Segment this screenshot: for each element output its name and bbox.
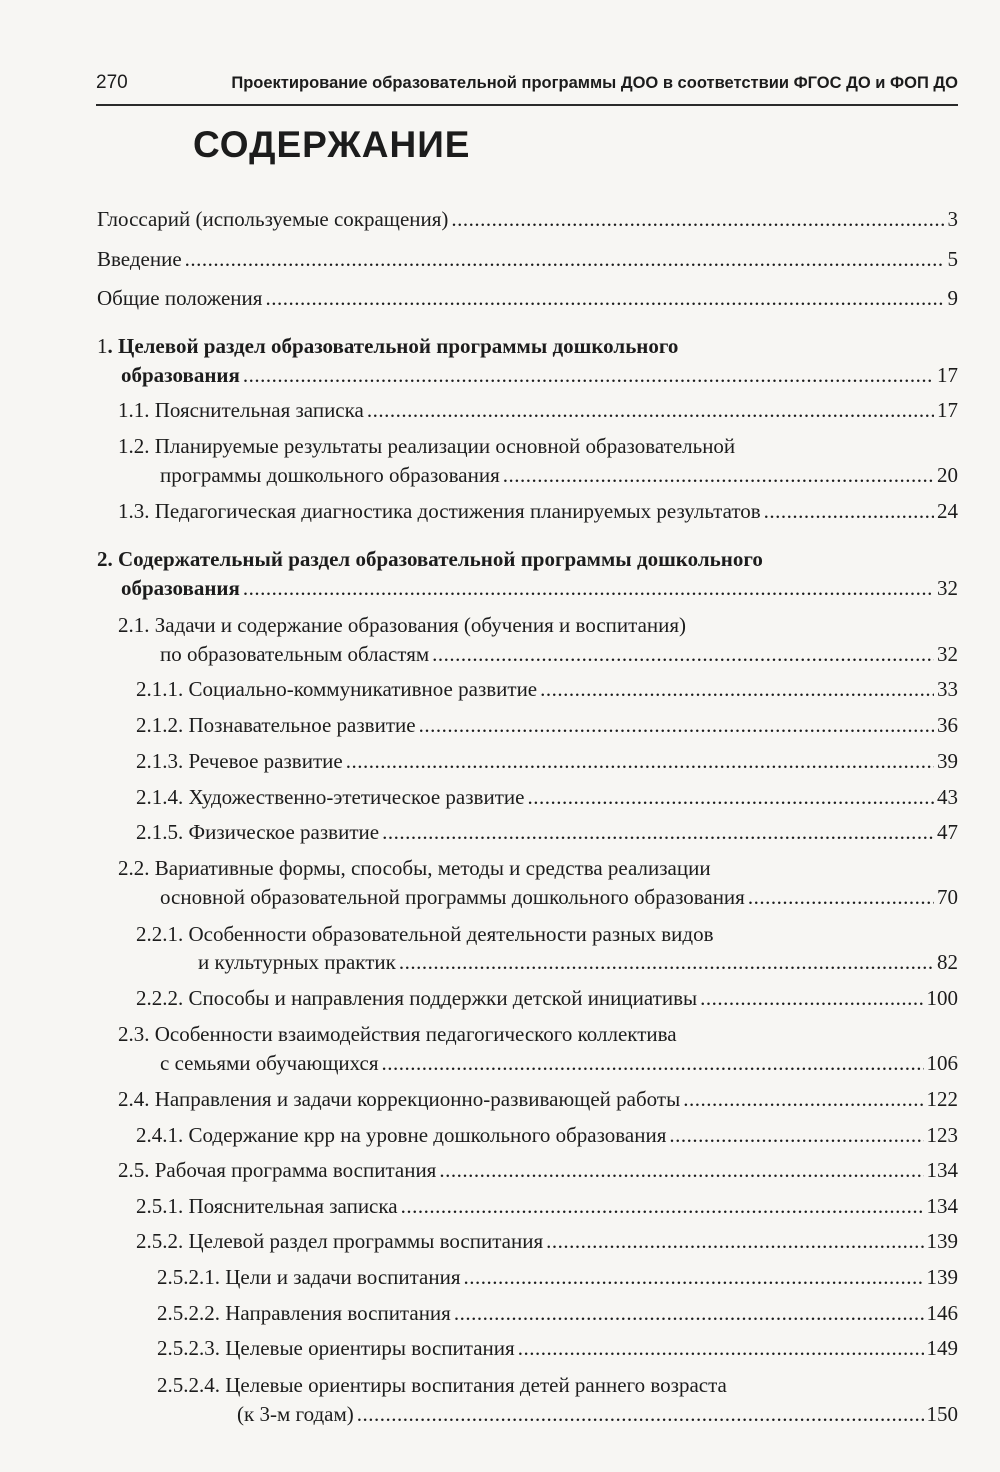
toc-entry-2-5 [118, 1156, 958, 1184]
toc-page-number: 17 [937, 398, 958, 422]
toc-entry-2-5-2-3 [157, 1334, 958, 1362]
toc-entry-2-5-1 [136, 1192, 958, 1220]
toc-entry-2-1-line1 [118, 611, 686, 639]
toc-entry-text: Целевые ориентиры воспитания детей раннего возраста [225, 1373, 727, 1397]
dot-leader [464, 1263, 924, 1291]
toc-entry-2-4-1 [136, 1121, 958, 1149]
toc-entry-1-2-line1 [118, 432, 735, 460]
dot-leader [546, 1227, 923, 1255]
toc-entry-text: (к 3-м годам) [237, 1402, 354, 1426]
toc-entry-number: 2.1.5. [136, 820, 184, 844]
toc-entry-2-2-2 [136, 984, 958, 1012]
toc-entry-text: образования [121, 576, 240, 600]
dot-leader [243, 574, 934, 602]
toc-section-2-line1 [97, 545, 763, 573]
toc-entry-text: Общие положения [97, 286, 263, 310]
toc-entry-number: 2.2.2. [136, 986, 184, 1010]
toc-entry-text: Художественно-этетическое развитие [188, 785, 525, 809]
toc-entry-general [97, 284, 958, 312]
toc-page-number: 36 [937, 713, 958, 737]
toc-entry-text: Особенности образовательной деятельности разных видов [188, 922, 714, 946]
toc-entry-text: Содержательный раздел образовательной программы дошкольного [118, 547, 763, 571]
toc-entry-text: по образовательным областям [160, 642, 430, 666]
toc-entry-2-5-2-2 [157, 1299, 958, 1327]
dot-leader [265, 284, 944, 312]
toc-page-number: 32 [937, 642, 958, 666]
running-title: Проектирование образовательной программы ДОО в соответствии ФГОС ДО и ФОП ДО [231, 74, 958, 92]
toc-entry-number: 2.5.1. [136, 1194, 184, 1218]
dot-leader [346, 747, 934, 775]
toc-entry-text: Содержание крр на уровне дошкольного образования [188, 1123, 667, 1147]
toc-page-number: 33 [937, 677, 958, 701]
toc-entry-number: 2.1.4. [136, 785, 184, 809]
dot-leader [399, 948, 934, 976]
toc-entry-number: 2.1.1. [136, 677, 184, 701]
toc-page-number: 146 [926, 1301, 958, 1325]
toc-entry-2-5-2 [136, 1227, 958, 1255]
toc-page-number: 82 [937, 950, 958, 974]
toc-page-number: 3 [947, 207, 958, 231]
toc-entry-2-2-1-line1 [136, 920, 714, 948]
toc-page-number: 5 [947, 247, 958, 271]
toc-entry-number: 1 [97, 334, 108, 358]
toc-entry-number: 2.1.2. [136, 713, 184, 737]
toc-entry-text: Целевой раздел образовательной программы дошкольного [118, 334, 679, 358]
toc-entry-1-3 [118, 497, 958, 525]
toc-page-number: 139 [926, 1265, 958, 1289]
toc-page-number: 70 [937, 885, 958, 909]
dot-leader [527, 783, 934, 811]
toc-entry-text: Планируемые результаты реализации основной образовательной [154, 434, 736, 458]
toc-page-number: 149 [926, 1336, 958, 1360]
dot-leader [451, 205, 944, 233]
toc-entry-text: Направления и задачи коррекционно-развивающей работы [154, 1087, 681, 1111]
toc-entry-2-5-2-4-line2 [237, 1400, 958, 1428]
toc-entry-number: 2.5.2.3. [157, 1336, 220, 1360]
toc-page-number: 139 [926, 1229, 958, 1253]
toc-page-number: 100 [926, 986, 958, 1010]
toc-page-number: 24 [937, 499, 958, 523]
toc-page-number: 134 [926, 1158, 958, 1182]
running-header [96, 70, 958, 106]
toc-entry-number: 1.1. [118, 398, 150, 422]
toc-entry-2-1-1 [136, 675, 958, 703]
toc-page-number: 17 [937, 363, 958, 387]
toc-entry-number: 1.2. [118, 434, 150, 458]
dot-leader [669, 1121, 923, 1149]
dot-leader [401, 1192, 924, 1220]
toc-entry-number: 2.1. [118, 613, 150, 637]
toc-entry-text: Целевые ориентиры воспитания [225, 1336, 515, 1360]
dot-leader [243, 361, 934, 389]
dot-leader [503, 461, 934, 489]
toc-page-number: 47 [937, 820, 958, 844]
toc-entry-text: Пояснительная записка [154, 398, 364, 422]
toc-entry-2-1-line2 [160, 640, 958, 668]
dot-leader [185, 245, 945, 273]
toc-entry-number: 2.5. [118, 1158, 150, 1182]
toc-entry-2-1-4 [136, 783, 958, 811]
toc-entry-text: Способы и направления поддержки детской инициативы [188, 986, 698, 1010]
toc-entry-text: Познавательное развитие [188, 713, 416, 737]
toc-entry-text: Речевое развитие [188, 749, 343, 773]
toc-entry-text: Особенности взаимодействия педагогического коллектива [154, 1022, 677, 1046]
toc-entry-number: 2.5.2. [136, 1229, 184, 1253]
toc-page-number: 134 [926, 1194, 958, 1218]
toc-entry-number: 2.2. [118, 856, 150, 880]
dot-leader [454, 1299, 924, 1327]
dot-leader [700, 984, 923, 1012]
toc-entry-text: Социально-коммуникативное развитие [188, 677, 538, 701]
toc-entry-number: 2.2.1. [136, 922, 184, 946]
dot-leader [518, 1334, 924, 1362]
toc-entry-text: и культурных практик [198, 950, 396, 974]
toc-entry-number: 2.5.2.2. [157, 1301, 220, 1325]
toc-entry-2-2-line2 [160, 883, 958, 911]
toc-entry-2-2-line1 [118, 854, 711, 882]
toc-page-number: 43 [937, 785, 958, 809]
dot-leader [748, 883, 934, 911]
toc-entry-number: 2.4. [118, 1087, 150, 1111]
dot-leader [764, 497, 934, 525]
toc-entry-2-1-3 [136, 747, 958, 775]
toc-entry-text: Вариативные формы, способы, методы и средства реализации [154, 856, 711, 880]
toc-entry-number: 2.1.3. [136, 749, 184, 773]
toc-entry-text: Физическое развитие [188, 820, 380, 844]
toc-page-number: 20 [937, 463, 958, 487]
dot-leader [357, 1400, 924, 1428]
dot-leader [540, 675, 934, 703]
toc-entry-2-3-line1 [118, 1020, 677, 1048]
toc-entry-text: программы дошкольного образования [160, 463, 500, 487]
dot-leader [367, 396, 934, 424]
toc-entry-number: 2.5.2.1. [157, 1265, 220, 1289]
toc-entry-2-1-2 [136, 711, 958, 739]
toc-page-number: 39 [937, 749, 958, 773]
toc-page-number: 123 [926, 1123, 958, 1147]
toc-entry-text: Задачи и содержание образования (обучения и воспитания) [154, 613, 687, 637]
dot-leader [419, 711, 934, 739]
toc-entry-text: Направления воспитания [225, 1301, 451, 1325]
toc-entry-text: Глоссарий (используемые сокращения) [97, 207, 449, 231]
toc-entry-1-2-line2 [160, 461, 958, 489]
dot-leader [683, 1085, 923, 1113]
toc-entry-text: образования [121, 363, 240, 387]
toc-entry-text: Педагогическая диагностика достижения планируемых результатов [154, 499, 761, 523]
toc-entry-text: Цели и задачи воспитания [225, 1265, 461, 1289]
toc-entry-number: 1.3. [118, 499, 150, 523]
toc-entry-2-5-2-1 [157, 1263, 958, 1291]
toc-entry-2-5-2-4-line1 [157, 1371, 727, 1399]
toc-section-1-line1: 1. Целевой раздел образовательной программы дошкольного [97, 334, 679, 358]
toc-section-2-line2 [121, 574, 958, 602]
toc-section-1-line2 [121, 361, 958, 389]
toc-entry-1-1 [118, 396, 958, 424]
toc-entry-intro [97, 245, 958, 273]
toc-entry-text: основной образовательной программы дошкольного образования [160, 885, 745, 909]
toc-page-number: 9 [947, 286, 958, 310]
toc-entry-number: 2.5.2.4. [157, 1373, 220, 1397]
dot-leader [439, 1156, 923, 1184]
dot-leader [432, 640, 934, 668]
toc-entry-text: Рабочая программа воспитания [154, 1158, 437, 1182]
dot-leader [382, 818, 934, 846]
toc-page-number: 106 [926, 1051, 958, 1075]
toc-entry-2-1-5 [136, 818, 958, 846]
toc-entry-text: Целевой раздел программы воспитания [188, 1229, 544, 1253]
toc-entry-2-4 [118, 1085, 958, 1113]
toc-page-number: 122 [926, 1087, 958, 1111]
toc-entry-2-2-1-line2 [198, 948, 958, 976]
toc-entry-number: 2. [97, 547, 113, 571]
toc-entry-glossary [97, 205, 958, 233]
page-title: СОДЕРЖАНИЕ [193, 124, 471, 165]
toc-entry-text: Введение [97, 247, 182, 271]
toc-page-number: 32 [937, 576, 958, 600]
page-number: 270 [96, 72, 128, 93]
toc-entry-number: 2.4.1. [136, 1123, 184, 1147]
toc-entry-2-3-line2 [160, 1049, 958, 1077]
toc-entry-text: с семьями обучающихся [160, 1051, 379, 1075]
toc-entry-text: Пояснительная записка [188, 1194, 398, 1218]
toc-page-number: 150 [926, 1402, 958, 1426]
toc-entry-number: 2.3. [118, 1022, 150, 1046]
dot-leader [382, 1049, 924, 1077]
